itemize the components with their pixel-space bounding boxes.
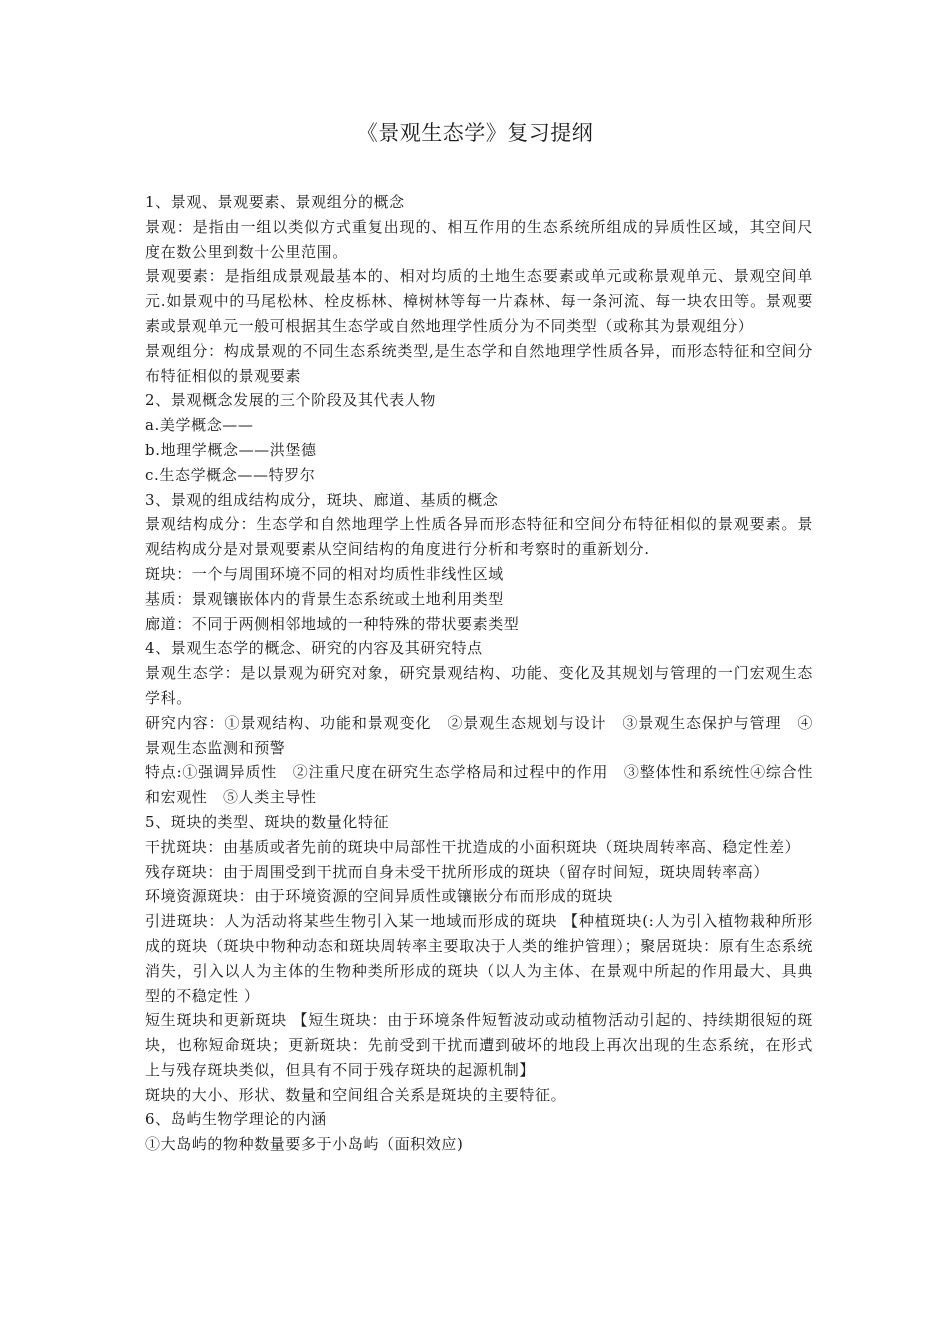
- paragraph-resource-patch: 环境资源斑块：由于环境资源的空间异质性或镶嵌分布而形成的斑块: [145, 887, 614, 906]
- heading-1: 1、景观、景观要素、景观组分的概念: [145, 193, 405, 211]
- document-body: [145, 190, 813, 1157]
- list-item-c: c.生态学概念——特罗尔: [145, 465, 316, 484]
- paragraph-disturbance-patch: 干扰斑块：由基质或者先前的斑块中局部性干扰造成的小面积斑块（斑块周转率高、稳定性差）: [145, 837, 801, 856]
- paragraph-patch: 斑块：一个与周围环境不同的相对均质性非线性区域: [145, 564, 504, 583]
- paragraph-patch-features: 斑块的大小、形状、数量和空间组合关系是斑块的主要特征。: [145, 1085, 567, 1104]
- paragraph-features: 特点:①强调异质性 ②注重尺度在研究生态学格局和过程中的作用 ③整体性和系统性④综合性和宏观性 ⑤人类主导性: [145, 763, 813, 807]
- heading-5: 5、斑块的类型、斑块的数量化特征: [145, 812, 390, 831]
- heading-3: 3、景观的组成结构成分，斑块、廊道、基质的概念: [145, 490, 499, 509]
- paragraph-landscape: 景观：是指由一组以类似方式重复出现的、相互作用的生态系统所组成的异质性区域，其空间尺度在数公里到数十公里范围。: [145, 217, 813, 261]
- list-item-a: a.美学概念——: [145, 416, 254, 435]
- paragraph-introduced-patch: 引进斑块：人为活动将某些生物引入某一地域而形成的斑块 【种植斑块(:人为引入植物栽种所形成的斑块（斑块中物种动态和斑块周转率主要取决于人类的维护管理）；聚居斑块：原有生态系统消失，引入以人为主体的生物种类所形成的斑块（以人为主体、在景观中所起的作用最大、具典型的不稳定性 ）: [145, 912, 813, 1005]
- paragraph-corridor: 廊道：不同于两侧相邻地域的一种特殊的带状要素类型: [145, 614, 520, 633]
- list-item-b: b.地理学概念——洪堡德: [145, 440, 317, 459]
- paragraph-structure: 景观结构成分：生态学和自然地理学上性质各异而形态特征和空间分布特征相似的景观要素。景观结构成分是对景观要素从空间结构的角度进行分析和考察时的重新划分.: [145, 515, 813, 559]
- paragraph-landscape-component: 景观组分：构成景观的不同生态系统类型,是生态学和自然地理学性质各异，而形态特征和空间分布特征相似的景观要素: [145, 341, 813, 385]
- paragraph-ephemeral-patch: 短生斑块和更新斑块 【短生斑块：由于环境条件短暂波动或动植物活动引起的、持续期很短的斑块，也称短命斑块；更新斑块：先前受到干扰而遭到破坏的地段上再次出现的生态系统，在形式上与残存斑块类似，但具有不同于残存斑块的起源机制】: [145, 1011, 813, 1079]
- paragraph-area-effect: ①大岛屿的物种数量要多于小岛屿（面积效应): [145, 1135, 464, 1154]
- heading-4: 4、景观生态学的概念、研究的内容及其研究特点: [145, 639, 483, 658]
- paragraph-research-content: 研究内容：①景观结构、功能和景观变化 ②景观生态规划与设计 ③景观生态保护与管理 ④景观生态监测和预警: [145, 713, 813, 757]
- heading-2: 2、景观概念发展的三个阶段及其代表人物: [145, 391, 436, 410]
- paragraph-landscape-element: 景观要素：是指组成景观最基本的、相对均质的土地生态要素或单元或称景观单元、景观空间单元.如景观中的马尾松林、栓皮栎林、樟树林等每一片森林、每一条河流、每一块农田等。景观要素或景观单元一般可根据其生态学或自然地理学性质分为不同类型（或称其为景观组分）: [145, 267, 813, 335]
- document-title: 《景观生态学》复习提纲: [356, 121, 594, 145]
- paragraph-remnant-patch: 残存斑块：由于周围受到干扰而自身未受干扰所形成的斑块（留存时间短，斑块周转率高）: [145, 862, 770, 881]
- paragraph-landscape-ecology: 景观生态学：是以景观为研究对象，研究景观结构、功能、变化及其规划与管理的一门宏观生态学科。: [145, 664, 813, 707]
- heading-6: 6、岛屿生物学理论的内涵: [145, 1110, 327, 1129]
- paragraph-matrix: 基质：景观镶嵌体内的背景生态系统或土地利用类型: [145, 589, 504, 608]
